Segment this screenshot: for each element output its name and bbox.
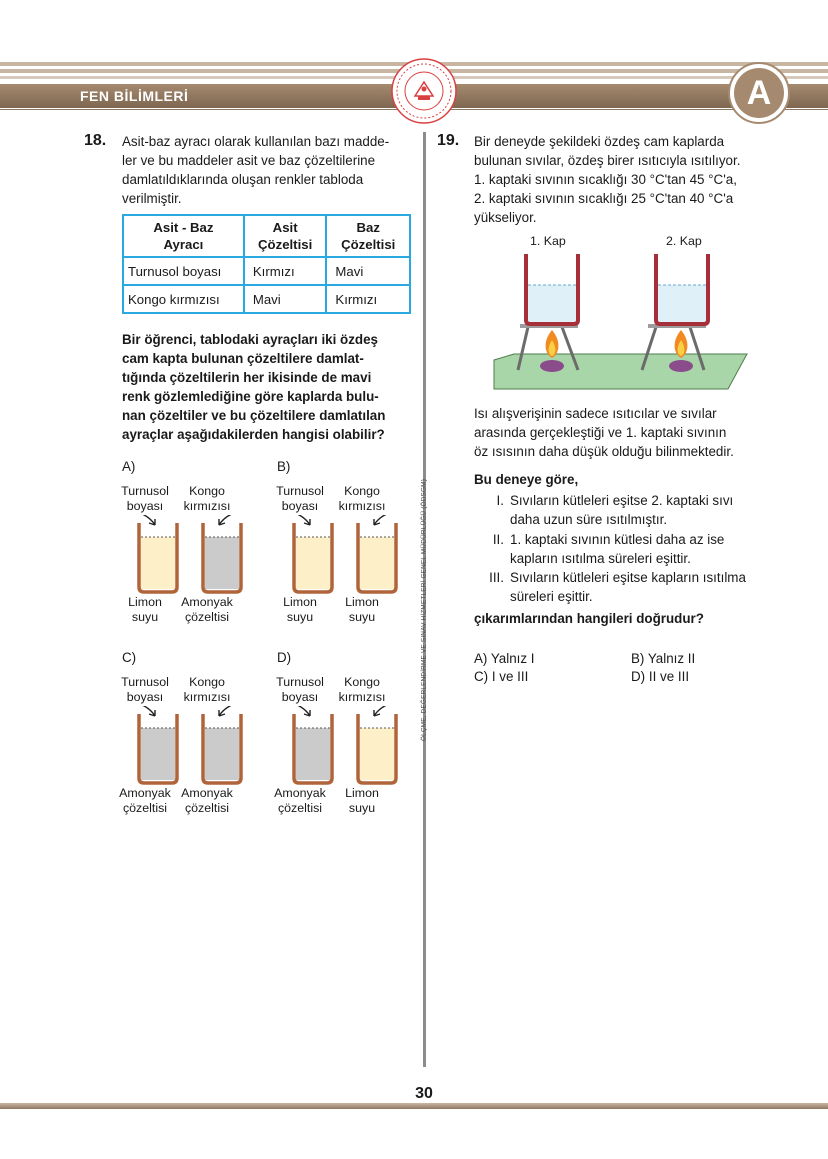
option-label: B)	[277, 459, 291, 474]
right-beaker	[203, 714, 241, 783]
left-beaker	[294, 523, 332, 592]
table-cell: Kırmızı	[244, 257, 327, 285]
right-indicator-line: kırmızısı	[338, 690, 386, 704]
left-indicator-line: Turnusol	[276, 484, 324, 498]
q18-question	[122, 330, 422, 444]
left-solution-line: suyu	[131, 610, 159, 624]
statement-line: 1. kaptaki sıvının kütlesi daha az ise	[510, 532, 725, 547]
cup1-label: 1. Kap	[530, 234, 566, 248]
left-indicator	[110, 675, 180, 705]
q18-intro-line: verilmiştir.	[122, 191, 182, 206]
right-beaker	[358, 714, 396, 783]
statement-line: Sıvıların kütleleri eşitse kapların ısıtılma	[510, 570, 746, 585]
right-solution-line: Limon	[345, 786, 379, 800]
header-text: Asit	[272, 220, 298, 235]
table-cell: Kırmızı	[326, 285, 410, 313]
q19-question: çıkarımlarından hangileri doğrudur?	[474, 611, 704, 626]
table-cell: Mavi	[244, 285, 327, 313]
q19-info-line: arasında gerçekleştiği ve 1. kaptaki sıvının	[474, 425, 727, 440]
q19-info-line: öz ısısının daha düşük olduğu bilinmektedir.	[474, 444, 734, 459]
table-cell: Turnusol boyası	[123, 257, 244, 285]
left-indicator	[265, 484, 335, 514]
q18-intro	[122, 132, 422, 208]
option-label: A)	[122, 459, 136, 474]
page-number: 30	[415, 1085, 433, 1102]
right-solution-line: çözeltisi	[184, 801, 230, 815]
ministry-seal	[391, 58, 457, 124]
statement-line: Sıvıların kütleleri eşitse 2. kaptaki sıvı	[510, 493, 734, 508]
left-drop-arrow	[140, 706, 155, 716]
q19-intro-line: yükseliyor.	[474, 210, 537, 225]
right-solution-line: suyu	[348, 610, 376, 624]
table-surface	[494, 354, 747, 389]
right-indicator-line: Kongo	[189, 484, 225, 498]
right-indicator-line: kırmızısı	[338, 499, 386, 513]
statement-line: kapların ısıtılma süreleri eşittir.	[510, 551, 691, 566]
right-beaker	[358, 523, 396, 592]
right-drop-arrow	[219, 515, 234, 525]
option-beakers	[277, 515, 427, 615]
right-indicator	[327, 675, 397, 705]
right-solution-line: Limon	[345, 595, 379, 609]
option-beakers	[122, 706, 272, 806]
q19-intro	[474, 132, 804, 227]
left-solution-line: Amonyak	[274, 786, 326, 800]
left-indicator	[110, 484, 180, 514]
left-indicator-line: Turnusol	[276, 675, 324, 689]
right-indicator	[327, 484, 397, 514]
table-header-row	[123, 215, 410, 257]
q19-intro-line: 1. kaptaki sıvının sıcaklığı 30 °C'tan 45 °C'a,	[474, 172, 737, 187]
q18-option[interactable]	[277, 459, 427, 629]
left-solution-line: suyu	[286, 610, 314, 624]
option-label: D)	[277, 650, 292, 665]
q18-option[interactable]	[119, 650, 272, 820]
left-indicator-line: boyası	[281, 499, 319, 513]
side-note: ÖLÇME, DEĞERLENDİRME VE SINAV HİZMETLERİ GENEL MÜDÜRLÜĞÜ (ÖDSGM)	[420, 478, 428, 742]
statement-2	[474, 530, 804, 568]
right-drop-arrow	[374, 515, 389, 525]
statement-3	[474, 568, 804, 606]
answer-d[interactable]: D) II ve III	[631, 669, 690, 684]
header-text: Asit - Baz	[153, 220, 214, 235]
right-indicator	[172, 484, 242, 514]
q19-intro-line: 2. kaptaki sıvının sıcaklığı 25 °C'tan 40 °C'a	[474, 191, 734, 206]
left-solution-line: Amonyak	[119, 786, 171, 800]
left-indicator-line: boyası	[281, 690, 319, 704]
left-indicator-line: boyası	[126, 499, 164, 513]
left-solution-line: çözeltisi	[277, 801, 323, 815]
burner-1	[540, 330, 564, 372]
table-cell: Mavi	[326, 257, 410, 285]
answer-c[interactable]: C) I ve III	[474, 669, 529, 684]
q19-info	[474, 404, 804, 461]
left-indicator-line: Turnusol	[121, 484, 169, 498]
statement-number: I.	[496, 493, 504, 508]
q18-number: 18.	[84, 132, 107, 149]
left-drop-arrow	[295, 706, 310, 716]
left-drop-arrow	[140, 515, 155, 525]
left-solution-line: Limon	[128, 595, 162, 609]
option-beakers	[122, 515, 272, 615]
statement-line: daha uzun süre ısıtılmıştır.	[510, 512, 668, 527]
right-beaker	[203, 523, 241, 592]
booklet-letter: A	[746, 74, 772, 112]
statement-1	[474, 491, 804, 529]
left-solution-line: Limon	[283, 595, 317, 609]
cup-2	[656, 254, 708, 324]
q19-number: 19.	[437, 132, 460, 149]
table-row	[123, 285, 410, 313]
table-header-indicator	[123, 215, 244, 257]
subject-title: FEN BİLİMLERİ	[80, 88, 189, 104]
right-indicator-line: Kongo	[344, 484, 380, 498]
left-indicator-line: Turnusol	[121, 675, 169, 689]
q18-question-line: tığında çözeltilerin her ikisinde de mavi	[122, 370, 372, 385]
statement-number: II.	[492, 532, 504, 547]
q18-option[interactable]	[274, 650, 427, 820]
table-header-acid	[244, 215, 327, 257]
left-solution-line: çözeltisi	[122, 801, 168, 815]
option-beakers	[277, 706, 427, 806]
statement-line: süreleri eşittir.	[510, 589, 593, 604]
q18-question-line: ayraçlar aşağıdakilerden hangisi olabilir?	[122, 427, 385, 442]
answer-b[interactable]: B) Yalnız II	[631, 651, 696, 666]
right-indicator-line: kırmızısı	[183, 690, 231, 704]
q18-option[interactable]	[122, 459, 272, 629]
left-beaker	[139, 523, 177, 592]
right-solution-line: suyu	[348, 801, 376, 815]
left-drop-arrow	[295, 515, 310, 525]
cup-1	[526, 254, 578, 324]
statement-number: III.	[489, 570, 504, 585]
right-solution-line: Amonyak	[181, 786, 233, 800]
right-indicator	[172, 675, 242, 705]
q19-intro-line: Bir deneyde şekildeki özdeş cam kaplarda	[474, 134, 725, 149]
right-indicator-line: Kongo	[344, 675, 380, 689]
q18-intro-line: damlatıldıklarında oluşan renkler tabloda	[122, 172, 364, 187]
indicator-table	[122, 214, 411, 314]
right-drop-arrow	[219, 706, 234, 716]
right-indicator-line: kırmızısı	[183, 499, 231, 513]
heating-figure-drawing	[490, 232, 750, 392]
burner-2	[669, 330, 693, 372]
q18-question-line: renk gözlemlediğine göre kaplarda bulu-	[122, 389, 379, 404]
q18-question-line: cam kapta bulunan çözeltilere damlat-	[122, 351, 364, 366]
table-header-base	[326, 215, 410, 257]
right-indicator-line: Kongo	[189, 675, 225, 689]
right-solution-line: çözeltisi	[184, 610, 230, 624]
header-text: Baz	[356, 220, 380, 235]
left-beaker	[139, 714, 177, 783]
header-text: Çözeltisi	[258, 237, 313, 252]
header-text: Ayracı	[163, 237, 204, 252]
q19-intro-line: bulunan sıvılar, özdeş birer ısıtıcıyla ısıtılıyor.	[474, 153, 741, 168]
left-beaker	[294, 714, 332, 783]
right-drop-arrow	[374, 706, 389, 716]
table-row	[123, 257, 410, 285]
header-text: Çözeltisi	[341, 237, 396, 252]
cup2-label: 2. Kap	[666, 234, 702, 248]
q18-question-line: nan çözeltiler ve bu çözeltilere damlatılan	[122, 408, 386, 423]
q18-question-line: Bir öğrenci, tablodaki ayraçları iki özdeş	[122, 332, 379, 347]
table-cell: Kongo kırmızısı	[123, 285, 244, 313]
heating-figure	[490, 232, 750, 392]
right-solution-line: Amonyak	[181, 595, 233, 609]
option-label: C)	[122, 650, 137, 665]
q18-intro-line: ler ve bu maddeler asit ve baz çözeltilerine	[122, 153, 376, 168]
q19-lead: Bu deneye göre,	[474, 472, 579, 487]
left-indicator-line: boyası	[126, 690, 164, 704]
left-indicator	[265, 675, 335, 705]
q19-info-line: Isı alışverişinin sadece ısıtıcılar ve sıvılar	[474, 406, 717, 421]
q18-intro-line: Asit-baz ayracı olarak kullanılan bazı madde-	[122, 134, 390, 149]
answer-a[interactable]: A) Yalnız I	[474, 651, 535, 666]
footer-line	[0, 1103, 828, 1109]
